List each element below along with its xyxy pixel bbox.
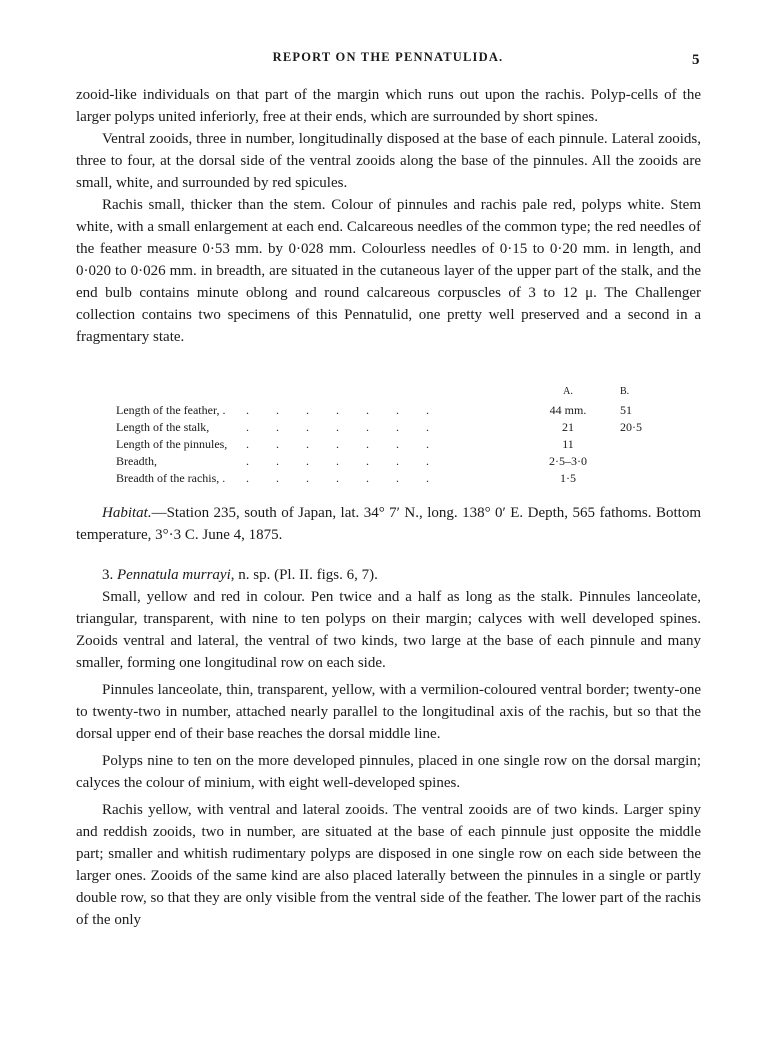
page-number: 5 [692, 52, 700, 68]
row-label: Breadth, [116, 454, 157, 468]
leader-dots: ....... [246, 420, 456, 434]
column-a-header: A. [563, 386, 573, 397]
habitat-label: Habitat. [102, 505, 152, 521]
table-row [116, 420, 676, 437]
table-header-row [116, 386, 676, 403]
species-section [76, 564, 701, 931]
row-label: Length of the stalk, [116, 420, 210, 434]
paragraph: Pinnules lanceolate, thin, transparent, yellow, with a vermilion-coloured ventral border; twenty-one to twenty-two in number, attached nearly parallel to the longitudinal axis of the rachis, but so that the dorsal upper end of their base reaches the dorsal middle line. [76, 682, 701, 742]
species-name: Pennatula murrayi [117, 567, 231, 583]
species-reference: , n. sp. (Pl. II. figs. 6, 7). [230, 567, 378, 583]
leader-dots: ....... [246, 454, 456, 468]
value-b: 20·5 [620, 420, 642, 434]
value-b: 51 [620, 403, 632, 417]
leader-dots: ....... [246, 437, 456, 451]
paragraph: Rachis yellow, with ventral and lateral zooids. The ventral zooids are of two kinds. Larger spiny and reddish zooids, two in number, are situated at the base of each pinnule just opposite the middle part; smaller and whitish rudimentary polyps are disposed in one single row on each side between the larger ones. Zooids of the same kind are also placed laterally between the pinnules in a single or partly double row, so that they are only visible from the ventral side of the feather. The lower part of the rachis of the only [76, 802, 701, 928]
species-number: 3. [102, 567, 114, 583]
table-row [116, 437, 676, 454]
paragraph: Ventral zooids, three in number, longitudinally disposed at the base of each pinnule. Lateral zooids, three to four, at the dorsal side of the ventral zooids along the base of the pinnules. All the zooids are small, white, and surrounded by red spicules. [76, 131, 701, 191]
table-row [116, 454, 676, 471]
column-b-header: B. [620, 386, 630, 397]
table-row [116, 471, 676, 488]
table-row [116, 403, 676, 420]
value-a: 21 [562, 420, 574, 434]
row-label: Length of the pinnules, [116, 437, 228, 451]
row-label: Breadth of the rachis, . [116, 471, 226, 485]
species-heading [76, 564, 701, 586]
value-a: 1·5 [560, 471, 576, 485]
value-a: 11 [562, 437, 574, 451]
measurements-table [116, 386, 676, 488]
intro-text [76, 84, 701, 348]
paragraph: Rachis small, thicker than the stem. Colour of pinnules and rachis pale red, polyps white. Stem white, with a small enlargement at each end. Calcareous needles of the common type; the red needles of the feather measure 0·53 mm. by 0·028 mm. Colourless needles of 0·15 to 0·20 mm. in length, and 0·020 to 0·026 mm. in breadth, are situated in the cutaneous layer of the upper part of the stalk, and the end bulb contains minute oblong and round calcareous corpuscles of 3 to 12 μ. The Challenger collection contains two specimens of this Pennatulid, one pretty well preserved and a second in a fragmentary state. [76, 197, 701, 345]
row-label: Length of the feather, . [116, 403, 226, 417]
value-a: 44 mm. [549, 403, 587, 417]
paragraph: Polyps nine to ten on the more developed pinnules, placed in one single row on the dorsal margin; calyces the colour of minium, with eight well-developed spines. [76, 753, 701, 791]
value-a: 2·5–3·0 [549, 454, 587, 468]
paragraph: Small, yellow and red in colour. Pen twice and a half as long as the stalk. Pinnules lanceolate, triangular, transparent, with nine to ten polyps on their margin; calyces with well developed spines. Zooids ventral and lateral, the ventral of two kinds, two large at the base of each pinnule and many smaller, forming one longitudinal row on each side. [76, 589, 701, 671]
leader-dots: ....... [246, 403, 456, 417]
paragraph: zooid-like individuals on that part of the margin which runs out upon the rachis. Polyp-cells of the larger polyps united inferiorly, free at their ends, which are surrounded by short spines. [76, 87, 701, 125]
habitat-paragraph [76, 502, 701, 546]
running-header: REPORT ON THE PENNATULIDA. [272, 50, 504, 64]
habitat-text: —Station 235, south of Japan, lat. 34° 7′ N., long. 138° 0′ E. Depth, 565 fathoms. Bottom temperature, 3°·3 C. June 4, 1875. [76, 505, 701, 543]
leader-dots: ....... [246, 471, 456, 485]
